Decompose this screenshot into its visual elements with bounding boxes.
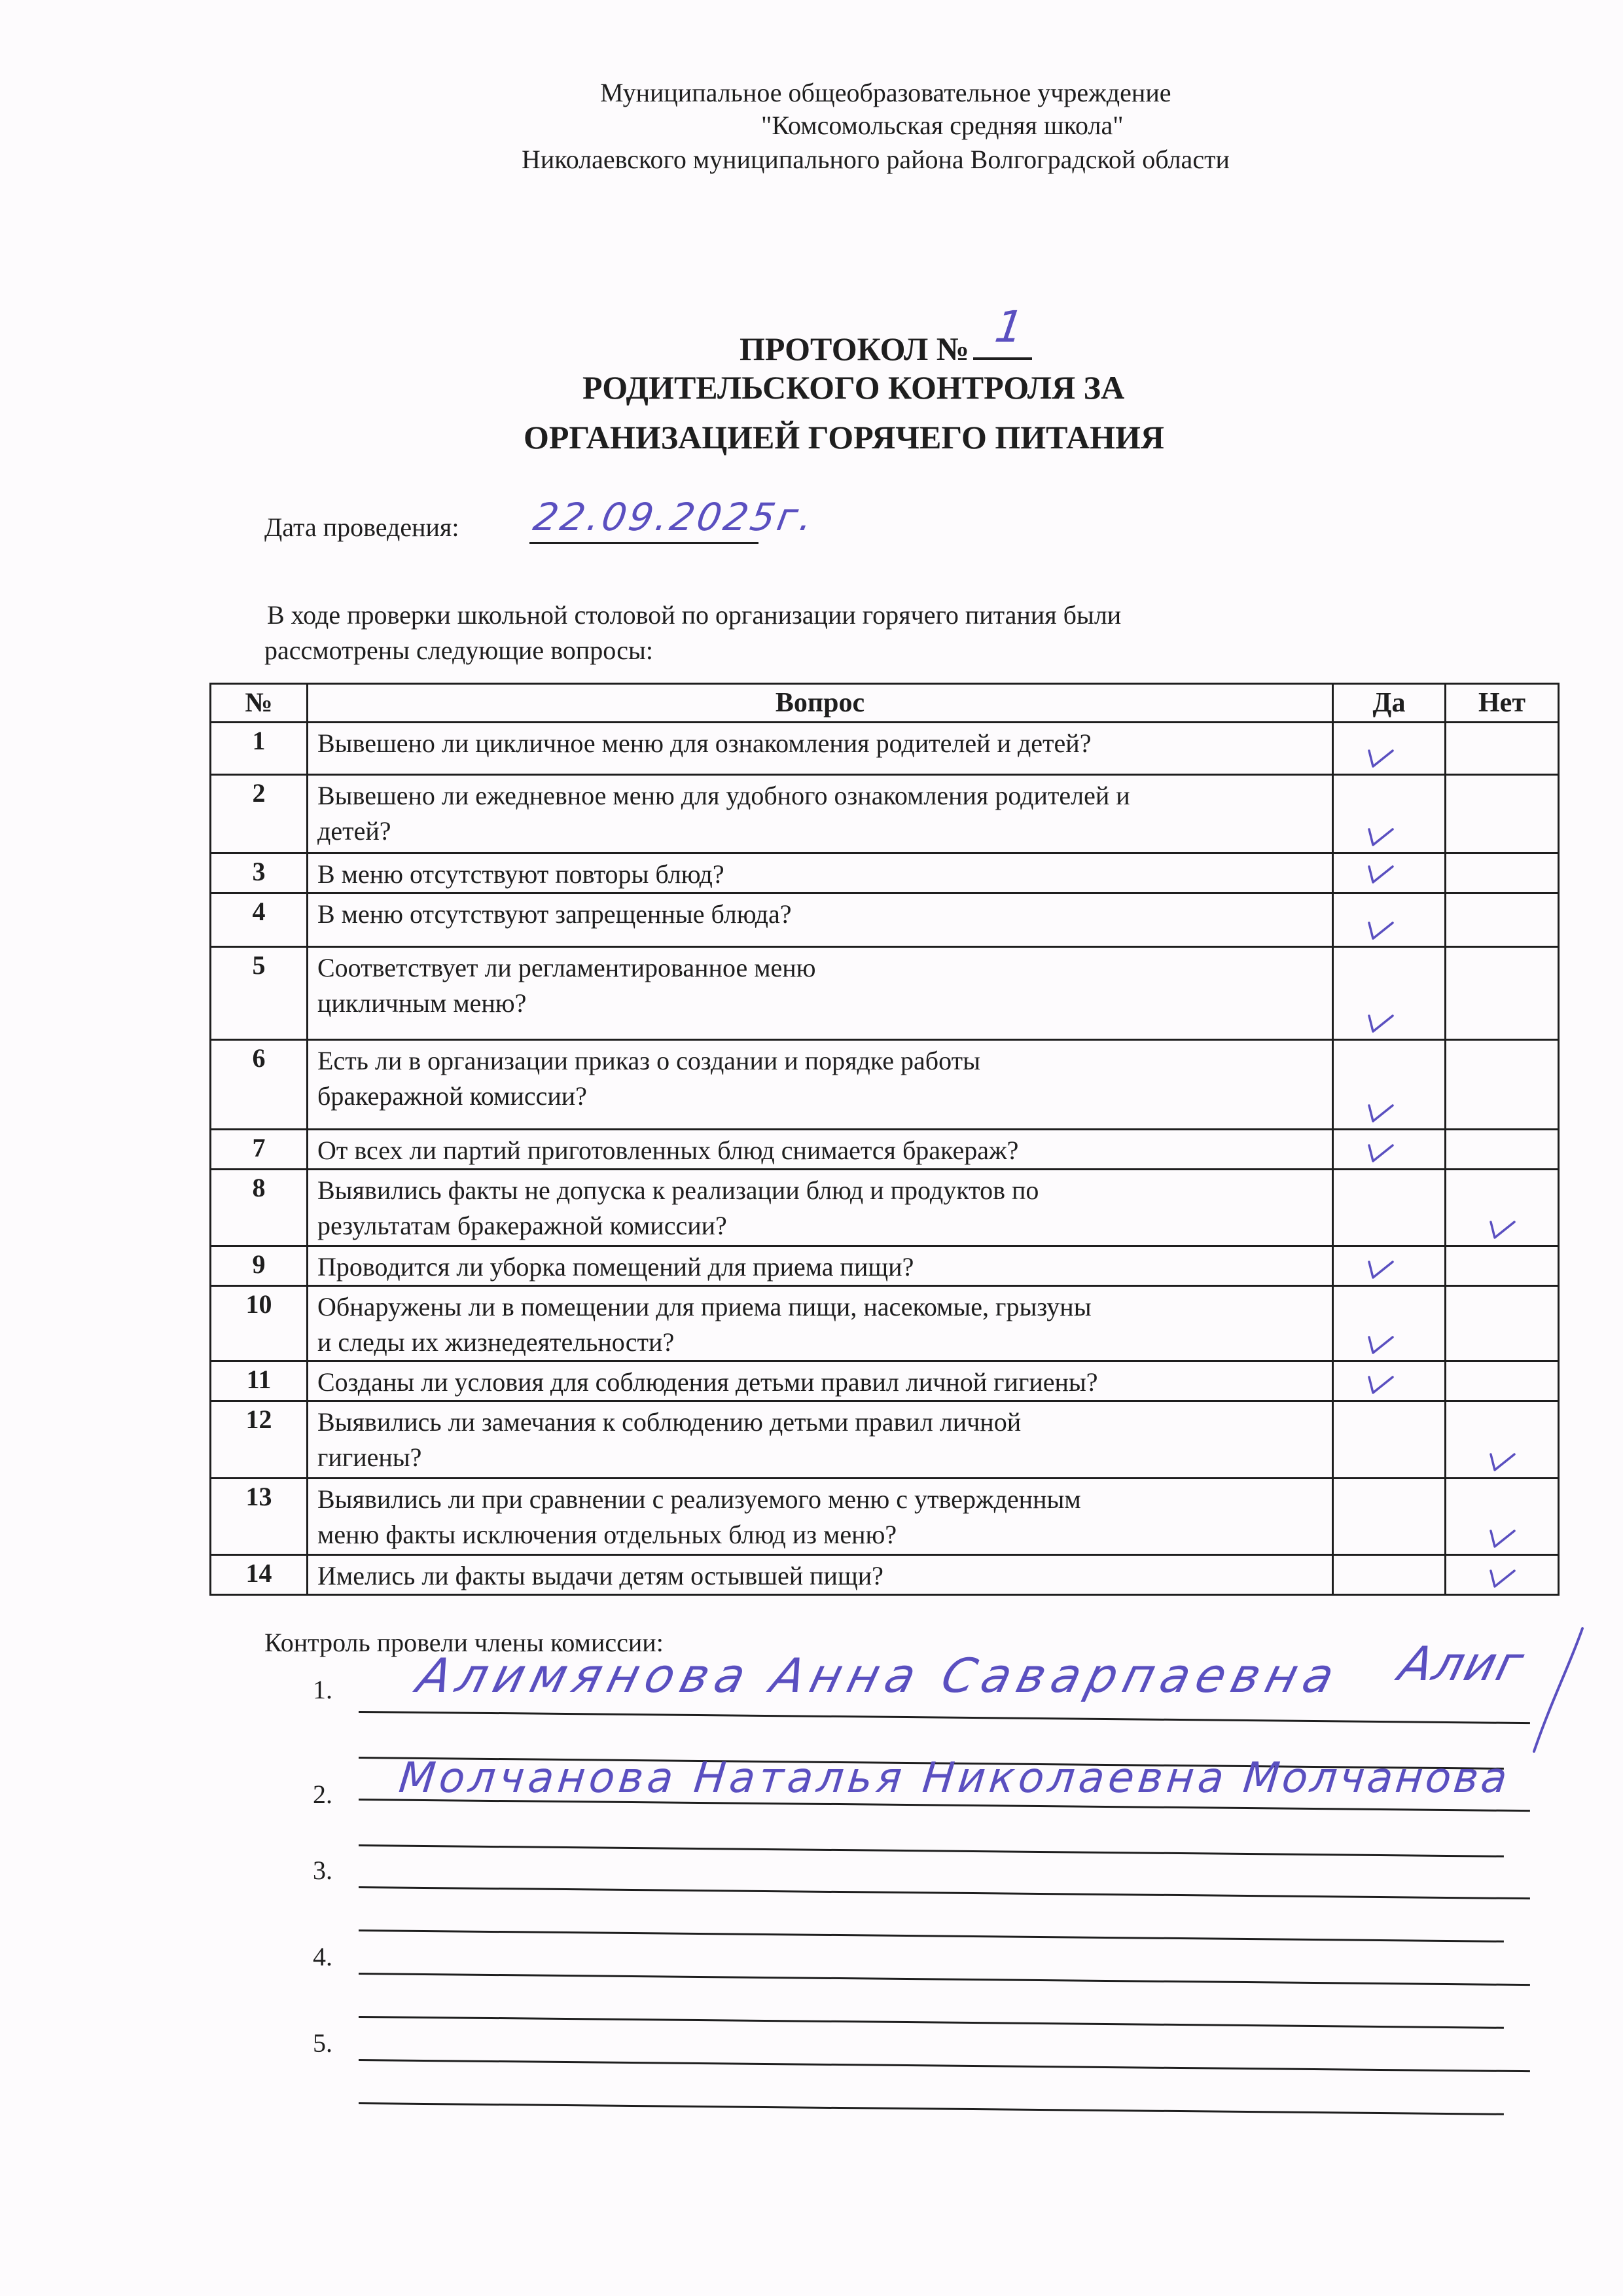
answer-cell-yes[interactable] bbox=[1333, 1361, 1446, 1401]
question-text-line: От всех ли партий приготовленных блюд снимается бракераж? bbox=[317, 1136, 1019, 1165]
member-2-signature: Молчанова bbox=[1241, 1754, 1512, 1803]
row-number: 7 bbox=[211, 1130, 308, 1170]
answer-cell-yes[interactable] bbox=[1333, 947, 1446, 1040]
question-cell bbox=[308, 1170, 1333, 1246]
header-question: Вопрос bbox=[308, 684, 1333, 723]
question-cell bbox=[308, 853, 1333, 893]
table-row bbox=[211, 1040, 1559, 1130]
answer-cell-yes[interactable] bbox=[1333, 853, 1446, 893]
table-row bbox=[211, 1130, 1559, 1170]
table-row bbox=[211, 775, 1559, 853]
question-text-line: результатам бракеражной комиссии? bbox=[317, 1211, 727, 1240]
title-line-2-text: РОДИТЕЛЬСКОГО КОНТРОЛЯ ЗА bbox=[582, 369, 1125, 406]
table-row bbox=[211, 1286, 1559, 1361]
answer-cell-no[interactable] bbox=[1446, 947, 1559, 1040]
question-text-line: Есть ли в организации приказ о создании и порядке работы bbox=[317, 1046, 980, 1075]
district-region: Николаевского муниципального района Волгоградской области bbox=[522, 145, 1230, 174]
header-yes: Да bbox=[1333, 684, 1446, 723]
question-text-line: бракеражной комиссии? bbox=[317, 1081, 587, 1111]
question-cell bbox=[308, 1286, 1333, 1361]
member-1-signature: Алиг bbox=[1393, 1636, 1531, 1691]
commission-label: Контроль провели члены комиссии: bbox=[264, 1628, 664, 1657]
table-row bbox=[211, 723, 1559, 775]
member-3-second-line[interactable] bbox=[359, 1929, 1504, 1943]
checkmark-icon bbox=[1365, 1102, 1395, 1124]
header-num: № bbox=[211, 684, 308, 723]
row-number: 14 bbox=[211, 1555, 308, 1595]
answer-cell-no[interactable] bbox=[1446, 1401, 1559, 1479]
member-5-line[interactable] bbox=[359, 2059, 1530, 2072]
answer-cell-yes[interactable] bbox=[1333, 1246, 1446, 1286]
table-row bbox=[211, 853, 1559, 893]
question-cell bbox=[308, 1401, 1333, 1479]
row-number: 2 bbox=[211, 775, 308, 853]
answer-cell-no[interactable] bbox=[1446, 1555, 1559, 1595]
answer-cell-no[interactable] bbox=[1446, 1170, 1559, 1246]
answer-cell-yes[interactable] bbox=[1333, 1286, 1446, 1361]
header-no: Нет bbox=[1446, 684, 1559, 723]
date-label: Дата проведения: bbox=[264, 512, 459, 542]
row-number: 8 bbox=[211, 1170, 308, 1246]
checkmark-icon bbox=[1487, 1527, 1517, 1549]
answer-cell-no[interactable] bbox=[1446, 723, 1559, 775]
checkmark-icon bbox=[1365, 919, 1395, 941]
question-text-line: меню факты исключения отдельных блюд из меню? bbox=[317, 1520, 897, 1549]
answer-cell-no[interactable] bbox=[1446, 1130, 1559, 1170]
question-text-line: Проводится ли уборка помещений для приема пищи? bbox=[317, 1252, 914, 1282]
checkmark-icon bbox=[1487, 1567, 1517, 1589]
protocol-number: 1 bbox=[991, 302, 1027, 352]
question-text-line: Вывешено ли ежедневное меню для удобного ознакомления родителей и bbox=[317, 781, 1130, 810]
row-number: 5 bbox=[211, 947, 308, 1040]
table-row bbox=[211, 1479, 1559, 1555]
intro-text-line-1: В ходе проверки школьной столовой по организации горячего питания были bbox=[267, 600, 1122, 630]
member-3-line[interactable] bbox=[359, 1886, 1530, 1899]
question-cell bbox=[308, 1361, 1333, 1401]
row-number: 11 bbox=[211, 1361, 308, 1401]
protocol-title bbox=[740, 302, 1032, 368]
row-number: 4 bbox=[211, 893, 308, 947]
question-cell bbox=[308, 1479, 1333, 1555]
table-row bbox=[211, 1401, 1559, 1479]
answer-cell-yes[interactable] bbox=[1333, 1040, 1446, 1130]
row-number: 12 bbox=[211, 1401, 308, 1479]
checkmark-icon bbox=[1365, 747, 1395, 769]
signature-flourish-icon bbox=[1525, 1623, 1590, 1754]
checkmark-icon bbox=[1487, 1450, 1517, 1473]
answer-cell-no[interactable] bbox=[1446, 1361, 1559, 1401]
row-number: 3 bbox=[211, 853, 308, 893]
table-row bbox=[211, 1246, 1559, 1286]
question-text-line: Соответствует ли регламентированное меню bbox=[317, 953, 816, 982]
protocol-number-field[interactable] bbox=[973, 302, 1032, 360]
question-text-line: детей? bbox=[317, 816, 391, 846]
answer-cell-no[interactable] bbox=[1446, 775, 1559, 853]
question-text-line: Вывешено ли цикличное меню для ознакомления родителей и детей? bbox=[317, 728, 1092, 758]
table-row bbox=[211, 1361, 1559, 1401]
member-4-second-line[interactable] bbox=[359, 2016, 1504, 2029]
school-name: "Комсомольская средняя школа" bbox=[761, 111, 1124, 140]
checkmark-icon bbox=[1365, 1333, 1395, 1355]
intro-text-line-2: рассмотрены следующие вопросы: bbox=[264, 636, 653, 665]
table-row bbox=[211, 1555, 1559, 1595]
table-row bbox=[211, 947, 1559, 1040]
member-number: 3. bbox=[313, 1856, 332, 1885]
checkmark-icon bbox=[1365, 825, 1395, 848]
question-cell bbox=[308, 1246, 1333, 1286]
date-value: 22.09.2025г. bbox=[530, 495, 819, 539]
question-cell bbox=[308, 1555, 1333, 1595]
row-number: 6 bbox=[211, 1040, 308, 1130]
table-row bbox=[211, 1170, 1559, 1246]
question-text-line: цикличным меню? bbox=[317, 988, 527, 1018]
member-1-name: Алимянова Анна Саварпаевна bbox=[412, 1648, 1346, 1703]
answer-cell-yes[interactable] bbox=[1333, 1401, 1446, 1479]
question-text-line: Обнаружены ли в помещении для приема пищи, насекомые, грызуны bbox=[317, 1292, 1092, 1321]
member-5-second-line[interactable] bbox=[359, 2102, 1504, 2115]
table-row bbox=[211, 893, 1559, 947]
date-row bbox=[264, 495, 819, 543]
question-cell bbox=[308, 1130, 1333, 1170]
member-number: 2. bbox=[313, 1780, 332, 1809]
question-text-line: и следы их жизнедеятельности? bbox=[317, 1327, 675, 1357]
answer-cell-yes[interactable] bbox=[1333, 723, 1446, 775]
member-number: 1. bbox=[313, 1675, 332, 1704]
checkmark-icon bbox=[1365, 1258, 1395, 1280]
answer-cell-no[interactable] bbox=[1446, 1286, 1559, 1361]
member-2-name: Молчанова Наталья Николаевна bbox=[397, 1754, 1230, 1803]
question-text-line: В меню отсутствуют запрещенные блюда? bbox=[317, 899, 792, 929]
question-cell bbox=[308, 947, 1333, 1040]
answer-cell-no[interactable] bbox=[1446, 853, 1559, 893]
member-1-line[interactable] bbox=[359, 1711, 1530, 1724]
checklist-table bbox=[209, 683, 1560, 1596]
answer-cell-no[interactable] bbox=[1446, 1246, 1559, 1286]
question-text-line: Созданы ли условия для соблюдения детьми правил личной гигиены? bbox=[317, 1367, 1098, 1397]
table-header-row bbox=[211, 684, 1559, 723]
checkmark-icon bbox=[1365, 1141, 1395, 1164]
answer-cell-yes[interactable] bbox=[1333, 1130, 1446, 1170]
answer-cell-yes[interactable] bbox=[1333, 1479, 1446, 1555]
answer-cell-no[interactable] bbox=[1446, 1479, 1559, 1555]
question-cell bbox=[308, 775, 1333, 853]
answer-cell-yes[interactable] bbox=[1333, 1555, 1446, 1595]
question-text-line: В меню отсутствуют повторы блюд? bbox=[317, 859, 724, 889]
answer-cell-no[interactable] bbox=[1446, 1040, 1559, 1130]
answer-cell-no[interactable] bbox=[1446, 893, 1559, 947]
question-text-line: Выявились ли при сравнении с реализуемого меню с утвержденным bbox=[317, 1484, 1081, 1514]
member-4-line[interactable] bbox=[359, 1973, 1530, 1986]
member-number: 5. bbox=[313, 2028, 332, 2058]
question-text-line: Выявились факты не допуска к реализации блюд и продуктов по bbox=[317, 1175, 1039, 1205]
row-number: 9 bbox=[211, 1246, 308, 1286]
row-number: 1 bbox=[211, 723, 308, 775]
member-number: 4. bbox=[313, 1942, 332, 1971]
question-cell bbox=[308, 893, 1333, 947]
question-text-line: гигиены? bbox=[317, 1443, 422, 1472]
institution-type: Муниципальное общеобразовательное учреждение bbox=[600, 78, 1171, 107]
checkmark-icon bbox=[1365, 1373, 1395, 1395]
checkmark-icon bbox=[1487, 1218, 1517, 1240]
question-cell bbox=[308, 723, 1333, 775]
protocol-label: ПРОТОКОЛ № bbox=[740, 331, 970, 367]
member-2-second-line[interactable] bbox=[359, 1844, 1504, 1857]
question-text-line: Выявились ли замечания к соблюдению детьми правил личной bbox=[317, 1407, 1022, 1437]
question-cell bbox=[308, 1040, 1333, 1130]
title-line-3-text: ОРГАНИЗАЦИЕЙ ГОРЯЧЕГО ПИТАНИЯ bbox=[524, 419, 1164, 456]
answer-cell-yes[interactable] bbox=[1333, 775, 1446, 853]
answer-cell-yes[interactable] bbox=[1333, 1170, 1446, 1246]
row-number: 13 bbox=[211, 1479, 308, 1555]
answer-cell-yes[interactable] bbox=[1333, 893, 1446, 947]
row-number: 10 bbox=[211, 1286, 308, 1361]
checkmark-icon bbox=[1365, 1012, 1395, 1034]
question-text-line: Имелись ли факты выдачи детям остывшей пищи? bbox=[317, 1561, 883, 1590]
checkmark-icon bbox=[1365, 863, 1395, 885]
